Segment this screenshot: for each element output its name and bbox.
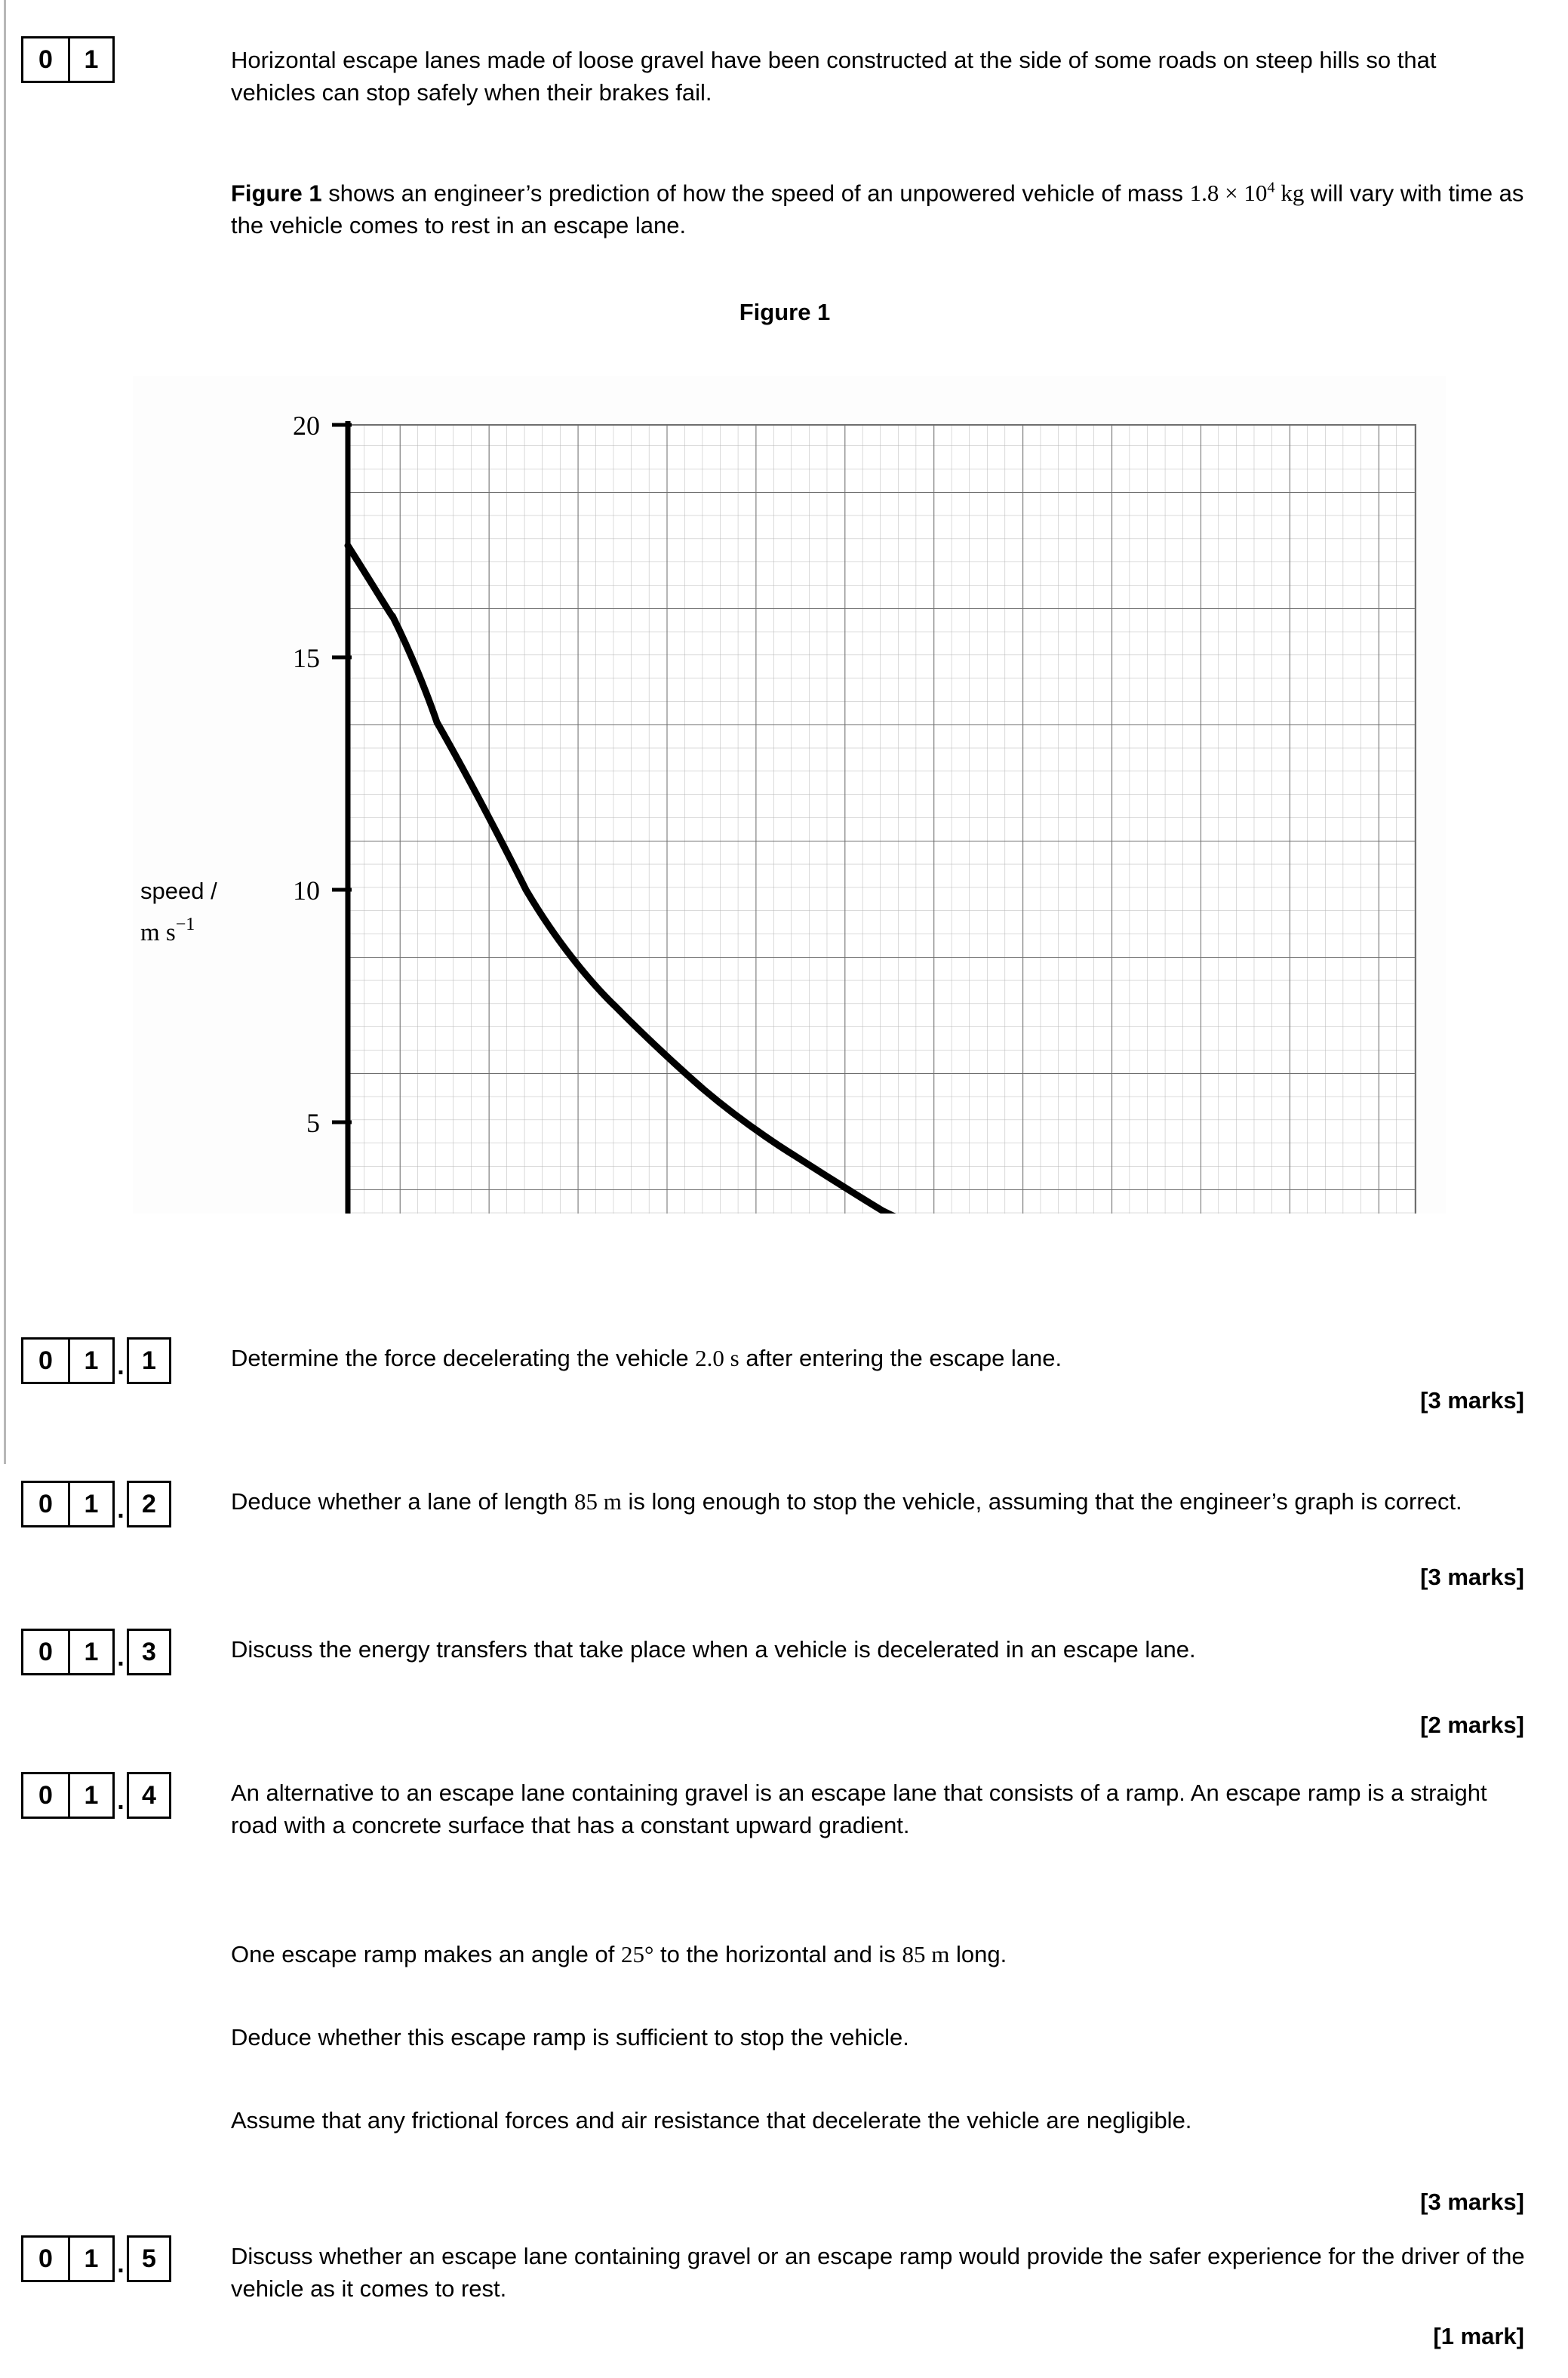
y-axis-title-line-2 [140,915,195,946]
question-number-dot: . [117,1786,125,1815]
vehicle-mass-unit: kg [1274,180,1305,207]
vehicle-mass-mantissa: 1.8 × 10 [1189,180,1268,207]
question-number-digit-1: 1 [68,1340,112,1382]
question-number-dot: . [117,1352,125,1380]
figure-1-bold-reference: Figure 1 [231,180,322,207]
q1-1-text-post: after entering the escape lane. [739,1345,1062,1371]
question-number-digit-1: 1 [68,38,112,81]
q1-1-text-pre: Determine the force decelerating the vehicle [231,1345,696,1371]
question-number-dot: . [117,2250,125,2278]
q1-4-ramp-mid: to the horizontal and is [653,1941,902,1967]
question-01-2-text [231,1485,1529,1518]
question-number-digit-1: 1 [68,1631,112,1673]
question-01-1-text [231,1342,1529,1374]
q1-2-text-pre: Deduce whether a lane of length [231,1488,574,1515]
y-axis-unit-exponent: −1 [175,915,195,934]
question-number-cells [21,36,115,83]
y-tick-labels [293,411,320,1214]
intro-paragraph-2-text-a: shows an engineer’s prediction of how the speed of an unpowered vehicle of mass [321,180,1190,207]
question-01-4-text-paragraph-4: Assume that any frictional forces and air resistance that decelerate the vehicle are negligible. [231,2107,1192,2133]
question-number-cells [21,1772,115,1819]
question-number-cells [21,1629,115,1675]
question-01-2-marks: [3 marks] [1420,1564,1524,1590]
question-01-4-marks: [3 marks] [1420,2189,1524,2215]
y-tick-label: 5 [306,1108,320,1138]
major-gridlines [348,425,1416,1214]
question-number-cells [21,1481,115,1527]
question-01-4-text-paragraph-2 [231,1938,1536,1970]
q1-4-ramp-post: long. [949,1941,1007,1967]
question-number-01-4 [21,1772,171,1819]
y-axis-unit-base: m s [140,919,176,946]
question-number-digit-1: 1 [68,1774,112,1817]
y-tick-label: 20 [293,411,320,441]
intro-paragraph-2 [231,172,1529,241]
question-01-4-text-paragraph-3: Deduce whether this escape ramp is sufficient to stop the vehicle. [231,2024,909,2050]
question-number-digit-0: 0 [38,45,53,74]
q1-4-ramp-angle: 25° [620,1941,654,1967]
speed-time-chart-svg [133,376,1446,1214]
question-number-cells [21,1337,115,1384]
question-number-01-2 [21,1481,171,1527]
figure-caption: Figure 1 [739,299,831,325]
question-number-digit-0: 0 [38,1638,53,1666]
question-number-cells [21,2235,115,2282]
question-number-digit-0: 0 [38,1490,53,1518]
q1-1-time-value: 2.0 s [695,1345,739,1371]
question-01-5-text: Discuss whether an escape lane containing gravel or an escape ramp would provide the safer experience for the driver of the vehicle as it comes to rest. [231,2243,1525,2302]
page-margin-rule [4,0,6,1464]
question-number-subpart: 4 [127,1772,171,1819]
figure-1-speed-time-graph [133,376,1446,1214]
question-number-subpart: 2 [127,1481,171,1527]
question-number-digit-0: 0 [38,2244,53,2273]
question-number-dot: . [117,1643,125,1672]
vehicle-mass-value [1190,180,1305,206]
intro-paragraph-1: Horizontal escape lanes made of loose gravel have been constructed at the side of some roads on steep hills so that vehicles can stop safely when their brakes fail. [231,47,1437,106]
question-01-4-text-paragraph-1: An alternative to an escape lane containing gravel is an escape lane that consists of a ramp. An escape ramp is a straight road with a concrete surface that has a constant upward gradient. [231,1780,1487,1838]
question-number-01-1 [21,1337,171,1384]
intro-paragraph-2-text-b: will vary with time as the vehicle comes to rest in an escape lane. [231,180,1524,239]
question-number-digit-0: 0 [38,1781,53,1810]
q1-4-ramp-pre: One escape ramp makes an angle of [231,1941,621,1967]
question-01-3-text: Discuss the energy transfers that take place when a vehicle is decelerated in an escape lane. [231,1636,1196,1663]
question-number-01 [21,36,115,83]
question-number-subpart: 5 [127,2235,171,2282]
y-tick-label: 15 [293,643,320,673]
vehicle-mass-exponent: 4 [1267,180,1275,196]
question-number-digit-1: 1 [68,1483,112,1525]
y-tick-label: 10 [293,875,320,906]
question-number-subpart: 1 [127,1337,171,1384]
question-number-dot: . [117,1495,125,1524]
question-number-digit-0: 0 [38,1346,53,1375]
question-number-subpart: 3 [127,1629,171,1675]
y-axis-title-line-1: speed / [140,878,217,904]
question-01-5-marks: [1 mark] [1433,2323,1524,2349]
question-number-01-3 [21,1629,171,1675]
chart-plot-area [348,425,1416,1214]
q1-2-length-value: 85 m [573,1488,622,1515]
question-number-01-5 [21,2235,171,2282]
question-number-digit-1: 1 [68,2238,112,2280]
q1-2-text-post: is long enough to stop the vehicle, assuming that the engineer’s graph is correct. [621,1488,1462,1515]
q1-4-ramp-length: 85 m [902,1941,950,1967]
question-01-1-marks: [3 marks] [1420,1387,1524,1414]
question-01-3-marks: [2 marks] [1420,1712,1524,1738]
